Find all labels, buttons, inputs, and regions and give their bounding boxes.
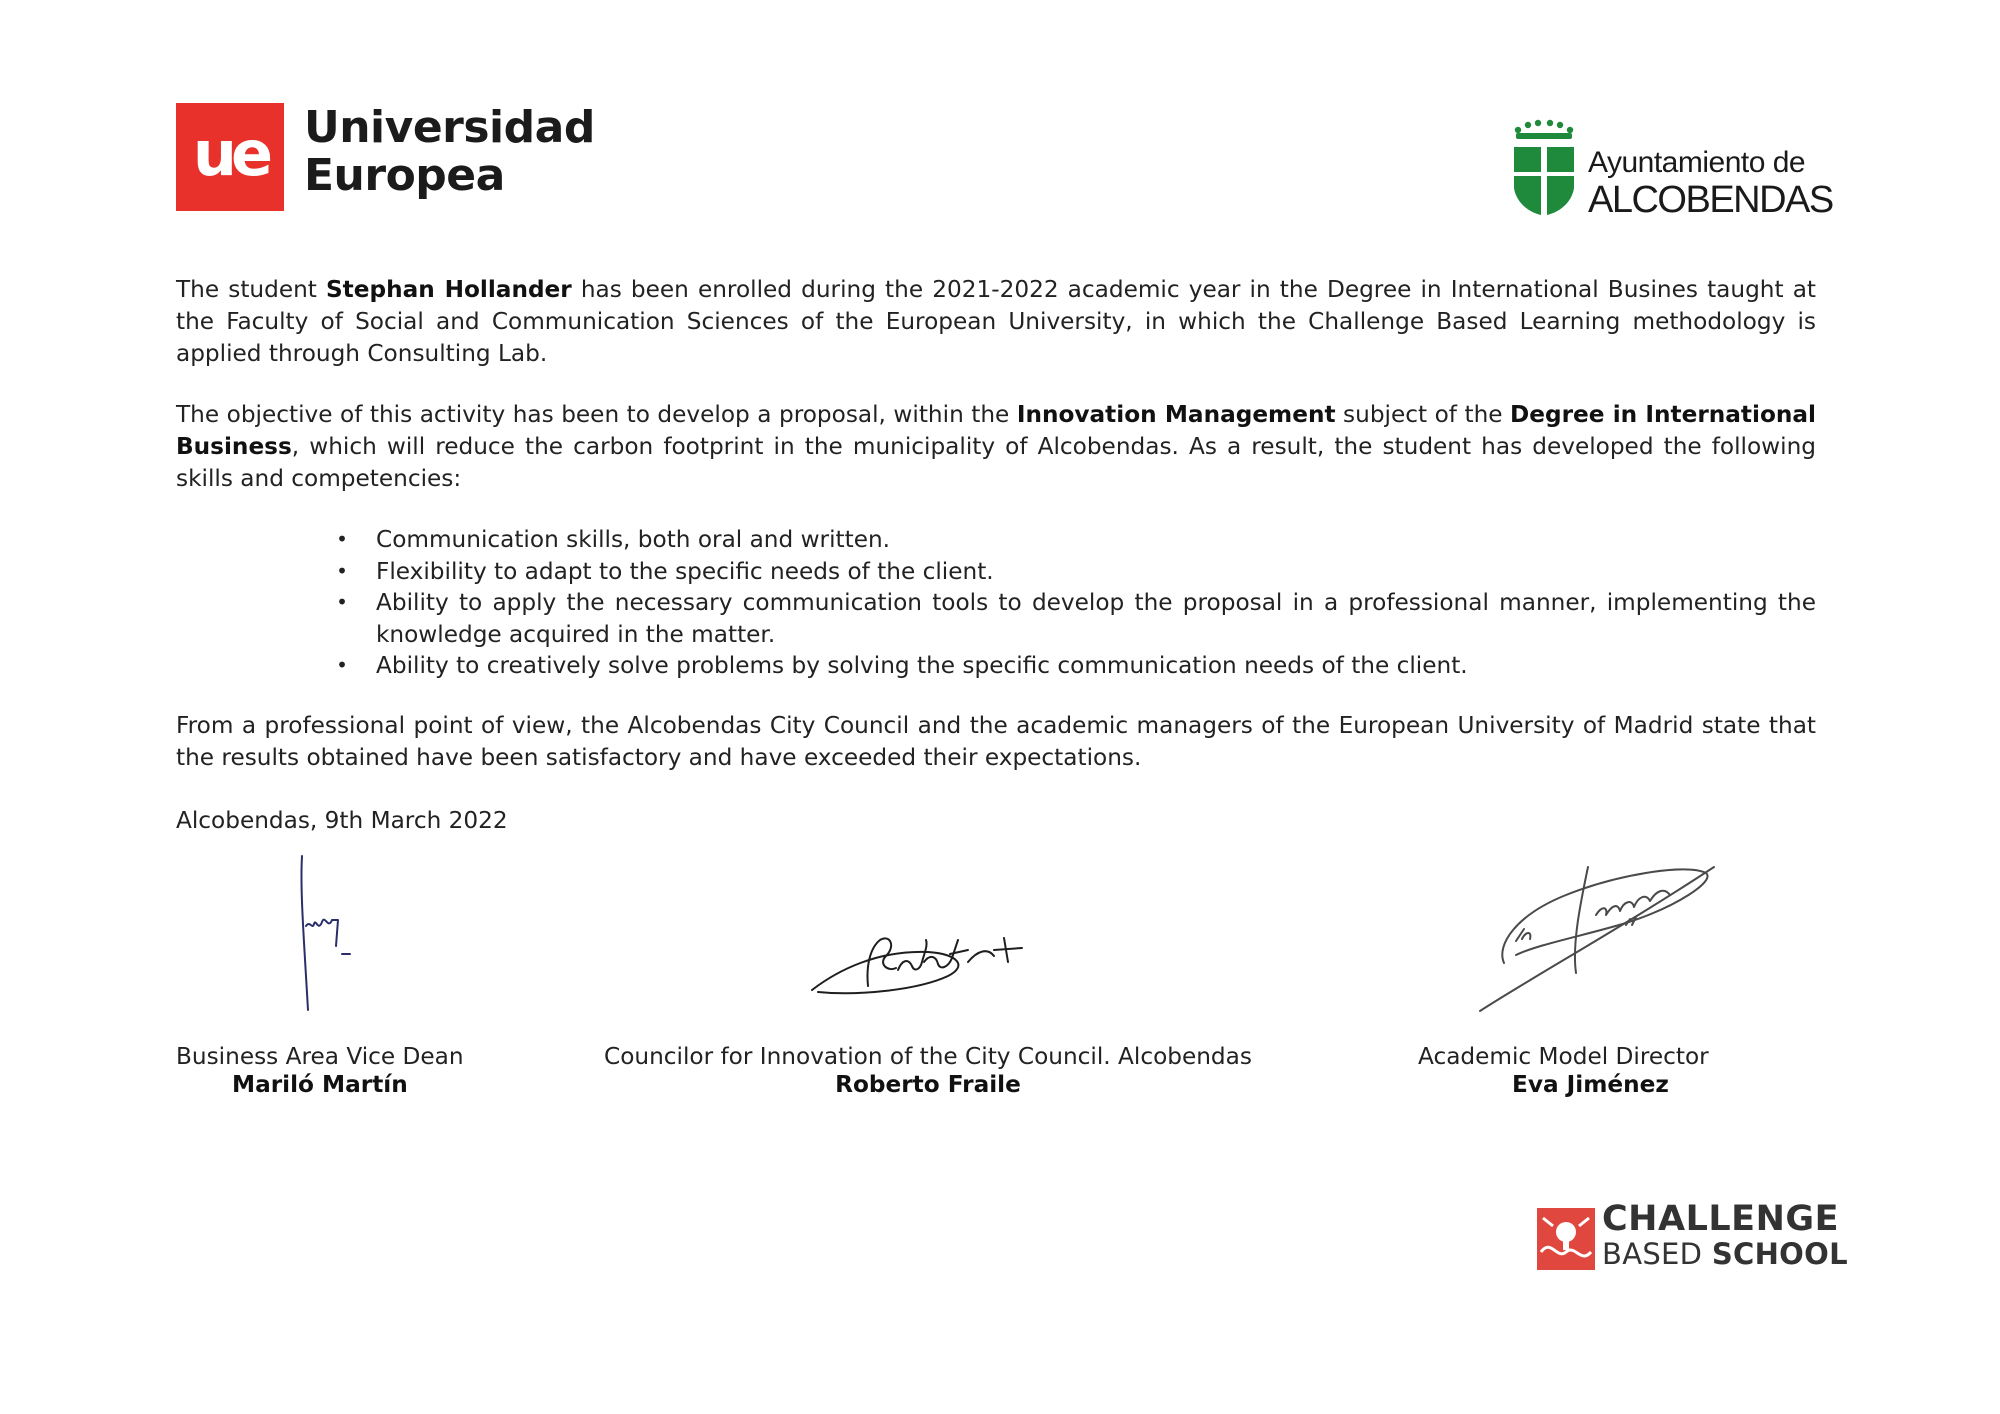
objective-paragraph [176,399,1816,495]
bullet-dot: • [336,653,348,677]
signatory-councilor [596,1043,1260,1099]
p1-text-a: The student [176,276,326,303]
universidad-europea-logo-text [304,104,604,200]
competency-text: Communication skills, both oral and written. [376,526,891,553]
signatory-vice-dean [176,1043,466,1099]
signatory-role: Business Area Vice Dean [176,1043,464,1070]
cbs-line2a: BASED [1602,1237,1712,1271]
universidad-europea-logo-mark [176,103,284,211]
subject-name: Innovation Management [1016,401,1336,428]
cbs-line2 [1602,1238,1848,1270]
list-item [332,650,1816,682]
challenge-based-school-icon [1537,1208,1595,1270]
competency-text: Ability to creatively solve problems by solving the specific communication needs of the client. [376,652,1468,679]
student-name: Stephan Hollander [325,276,572,303]
degree-name: Degree in International Business [176,401,1816,460]
challenge-based-school-logo-text [1602,1200,1848,1270]
alcobendas-crown-shield-icon [1510,116,1578,220]
bullet-dot: • [336,558,348,583]
p1-text-b: has been enrolled during the 2021-2022 academic year in the Degree in International Busines taught at the Faculty of Social and Communication Sciences of the European University, in which the Challenge Based Learning methodology is applied through Consulting Lab. [176,276,1816,367]
p2-text-c: , which will reduce the carbon footprint in the municipality of Alcobendas. As a result, the student has developed the following skills and competencies: [176,433,1816,492]
list-item [332,556,1816,588]
signatory-role: Academic Model Director [1418,1043,1709,1070]
signatory-academic-director [1418,1043,1778,1099]
cbs-line2b: SCHOOL [1711,1237,1848,1271]
signatory-name: Eva Jiménez [1512,1071,1669,1098]
signatory-name: Mariló Martín [232,1071,408,1098]
signatory-role: Councilor for Innovation of the City Council. Alcobendas [604,1043,1252,1070]
signature-eva-jimenez [1476,845,1726,1015]
ue-name-line1: Universidad [304,102,595,153]
list-item [332,524,1816,556]
p2-text-b: subject of the [1335,401,1511,428]
ue-mark-text: ue [192,116,268,190]
list-item [332,587,1816,650]
alco-line1: Ayuntamiento de [1588,146,1806,179]
competencies-list [332,524,1816,682]
signatory-name: Roberto Fraile [835,1071,1021,1098]
competency-text: Ability to apply the necessary communication tools to develop the proposal in a professional manner, implementing the knowledge acquired in the matter. [376,589,1816,648]
alcobendas-logo-text [1588,146,1833,221]
bullet-dot: • [336,590,348,614]
signature-roberto-fraile [808,910,1040,1000]
alco-line2: ALCOBENDAS [1588,179,1833,221]
place-date: Alcobendas, 9th March 2022 [176,807,508,834]
evaluation-paragraph: From a professional point of view, the Alcobendas City Council and the academic managers of the European University of Madrid state that the results obtained have been satisfactory and have exceeded their expectations. [176,712,1816,771]
ue-name-line2: Europea [304,150,505,201]
p2-text-a: The objective of this activity has been to develop a proposal, within the [176,401,1017,428]
enrollment-paragraph [176,274,1816,370]
signature-marilo-martin [270,850,390,1020]
cbs-line1: CHALLENGE [1602,1199,1840,1239]
bullet-dot: • [336,527,348,551]
competency-text: Flexibility to adapt to the specific needs of the client. [376,557,994,585]
